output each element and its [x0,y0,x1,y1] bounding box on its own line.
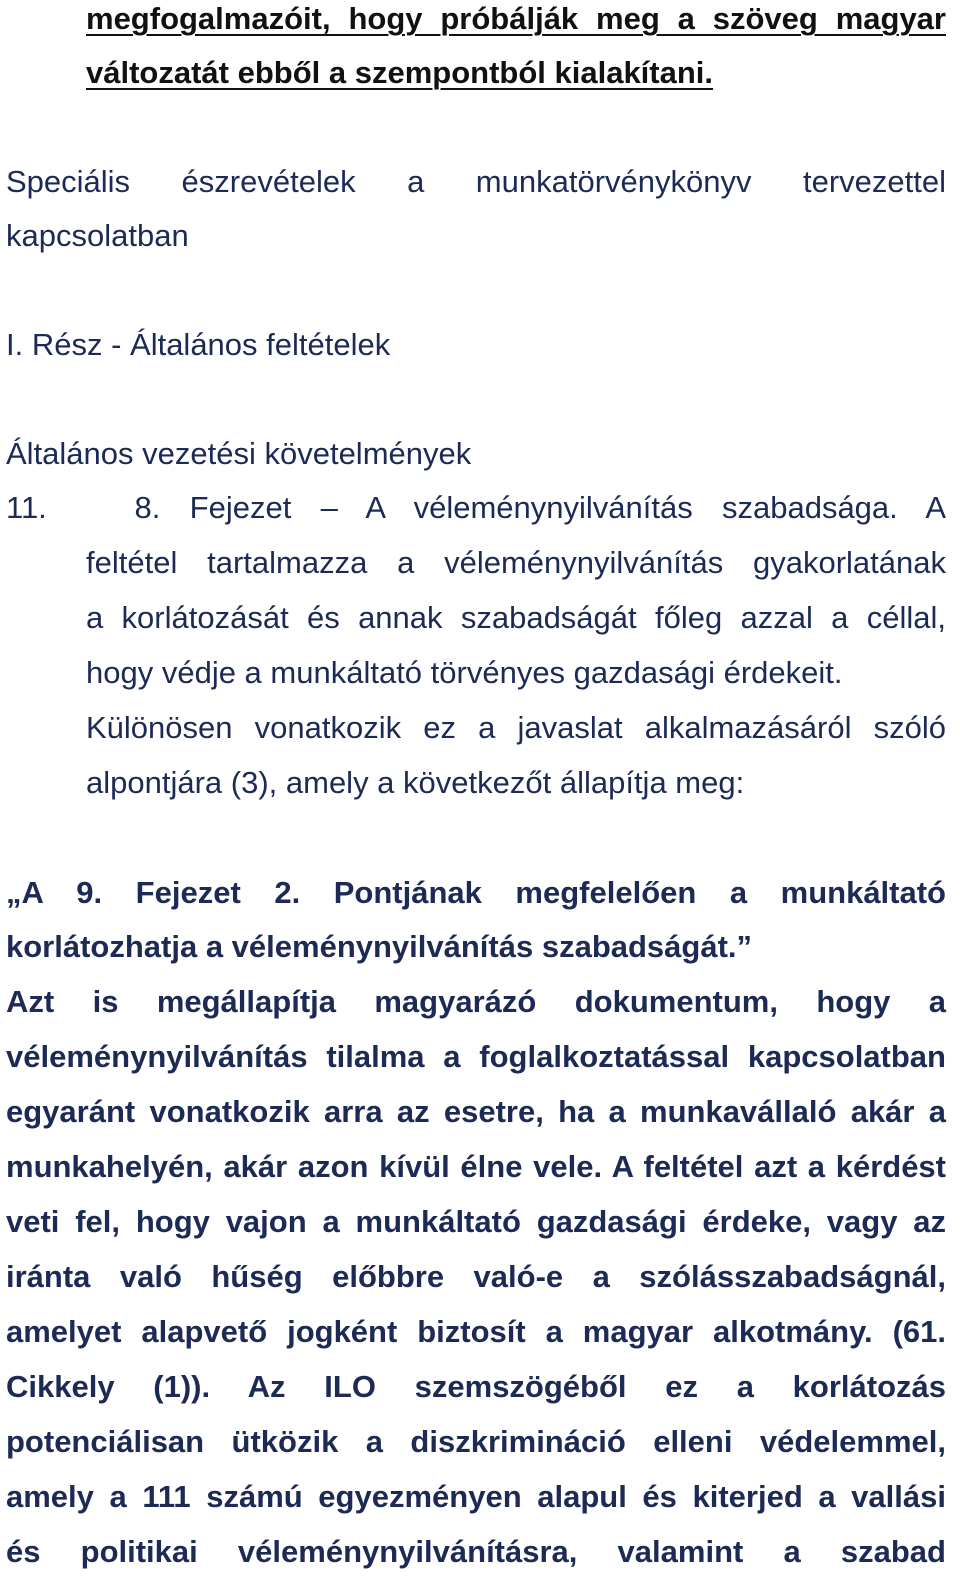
special-remarks-heading-line-2: kapcsolatban [6,218,189,253]
body-line-8: Cikkely (1)). Az ILO szemszögéből ez a korlátozás [6,1369,946,1404]
body-line-3: egyaránt vonatkozik arra az esetre, ha a munkavállaló akár a [6,1094,946,1129]
body-line-1: Azt is megállapítja magyarázó dokumentum, hogy a [6,984,946,1019]
item-11-line-2: feltétel tartalmazza a véleménynyilvánítás gyakorlatának [86,545,946,580]
subsection-title: Általános vezetési követelmények [6,436,472,471]
item-11-line-4: hogy védje a munkáltató törvényes gazdasági érdekeit. [86,655,843,690]
body-line-6: iránta való hűség előbbre való-e a szólásszabadságnál, [6,1259,946,1294]
section-title: I. Rész - Általános feltételek [6,327,391,362]
body-line-2: véleménynyilvánítás tilalma a foglalkoztatással kapcsolatban [6,1039,946,1074]
body-line-9: potenciálisan ütközik a diszkrimináció elleni védelemmel, [6,1424,946,1459]
intro-line-2: változatát ebből a szempontból kialakítani. [86,55,714,90]
body-line-7: amelyet alapvető jogként biztosít a magyar alkotmány. (61. [6,1314,946,1349]
body-line-10: amely a 111 számú egyezményen alapul és kiterjed a vallási [6,1479,946,1514]
item-11-line-5: Különösen vonatkozik ez a javaslat alkalmazásáról szóló [86,710,946,745]
quote-line-1: „A 9. Fejezet 2. Pontjának megfelelően a munkáltató [6,875,946,910]
body-line-11: és politikai véleménynyilvánításra, valamint a szabad [6,1534,946,1569]
item-11-line-3: a korlátozását és annak szabadságát főleg azzal a céllal, [86,600,946,635]
item-11-line-1: 11. 8. Fejezet – A véleménynyilvánítás szabadsága. A [6,490,946,525]
body-line-5: veti fel, hogy vajon a munkáltató gazdasági érdeke, vagy az [6,1204,946,1239]
body-line-4: munkahelyén, akár azon kívül élne vele. A feltétel azt a kérdést [6,1149,946,1184]
item-11-line-6: alpontjára (3), amely a következőt állapítja meg: [86,765,745,800]
quote-line-2: korlátozhatja a véleménynyilvánítás szabadságát.” [6,929,753,964]
intro-line-1: megfogalmazóit, hogy próbálják meg a szöveg magyar [86,1,946,36]
special-remarks-heading-line-1: Speciális észrevételek a munkatörvénykönyv tervezettel [6,164,946,199]
